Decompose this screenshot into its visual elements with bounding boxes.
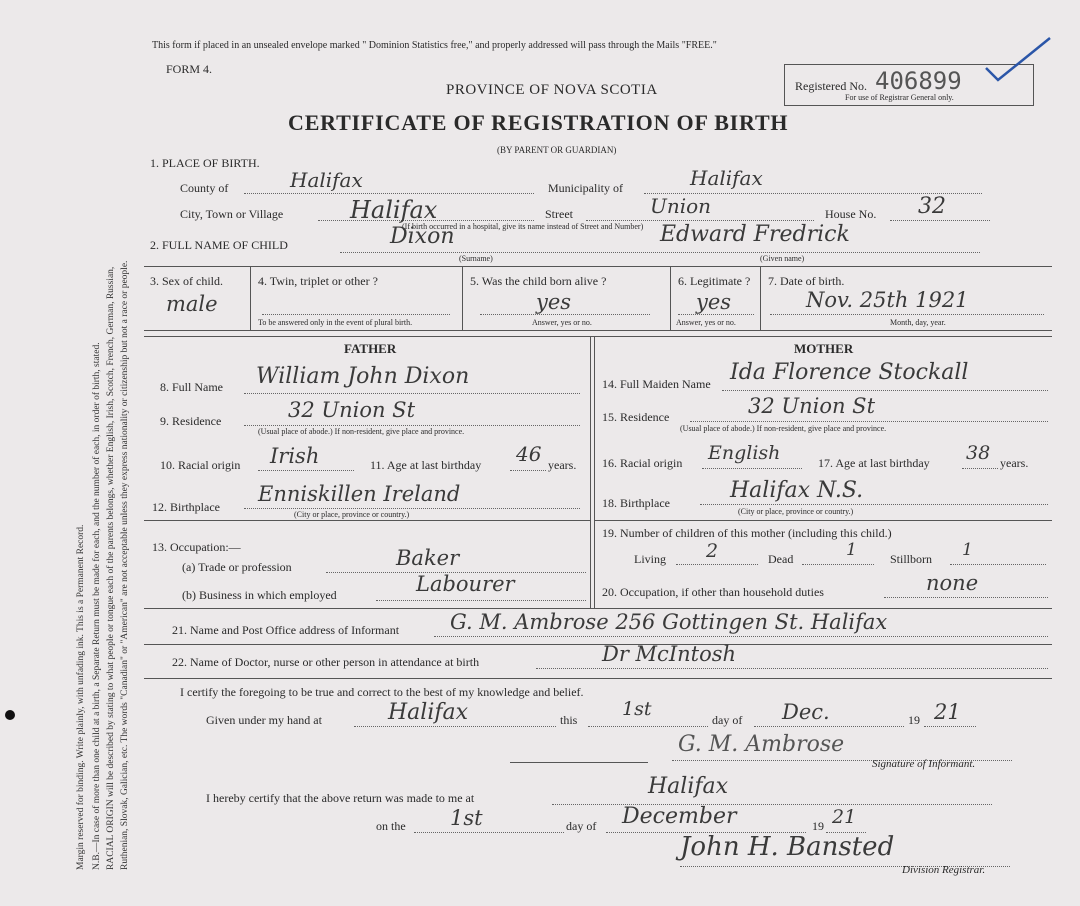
- dob-value: Nov. 25th 1921: [806, 288, 969, 312]
- informant-bottom-rule: [144, 644, 1052, 645]
- registered-label: Registered No.: [795, 79, 867, 93]
- margin-note-racial-origin-2: Ruthenian, Slovak, Galician, etc. The words "Canadian" or "American" are not acceptable unless they express nationality or citizenship but not a race or people.: [120, 260, 130, 870]
- hospital-note: (If birth occurred in a hospital, give its name instead of Street and Number): [402, 222, 644, 231]
- registrar-year: 21: [832, 806, 857, 828]
- certificate-title: CERTIFICATE OF REGISTRATION OF BIRTH: [288, 110, 789, 135]
- mother-racial: English: [708, 442, 781, 464]
- dead-line: [802, 564, 874, 565]
- short-separator: [510, 762, 648, 763]
- doctor-label: 22. Name of Doctor, nurse or other person in attendance at birth: [172, 655, 480, 669]
- registered-number: 406899: [875, 67, 962, 95]
- trade-label: (a) Trade or profession: [182, 560, 292, 574]
- mother-racial-label: 16. Racial origin: [602, 456, 683, 470]
- mother-occupation-line: [884, 597, 1048, 598]
- doctor-bottom-rule: [144, 678, 1052, 679]
- informant-line: [434, 636, 1048, 637]
- margin-note-racial-origin: RACIAL ORIGIN will be described by stating to what people or tongue each of the parents belongs, whether English, Irish, Scotch, French, German, Russian,: [106, 266, 116, 870]
- alive-value: yes: [536, 290, 572, 314]
- father-residence-label: 9. Residence: [160, 414, 222, 428]
- municipality-value: Halifax: [690, 166, 763, 190]
- registrar-day: 1st: [450, 806, 483, 830]
- month-line: [754, 726, 904, 727]
- given-year: 21: [934, 700, 961, 724]
- father-name-label: 8. Full Name: [160, 380, 223, 394]
- parents-top-rule: [144, 336, 1052, 337]
- stillborn-line: [950, 564, 1046, 565]
- street-line: [586, 220, 814, 221]
- informant-label: 21. Name and Post Office address of Informant: [172, 623, 400, 637]
- margin-note-separate-return: N.B.—In case of more than one child at a birth, a Separate Return must be made for each, and the number of each, in order of birth, stated.: [92, 342, 102, 870]
- mother-name: Ida Florence Stockall: [730, 360, 969, 385]
- mother-racial-line: [702, 468, 802, 469]
- registrar-day-line: [414, 832, 564, 833]
- father-racial-label: 10. Racial origin: [160, 458, 241, 472]
- father-birthplace-line: [244, 508, 580, 509]
- dob-line: [770, 314, 1044, 315]
- county-line: [244, 193, 534, 194]
- house-value: 32: [918, 194, 946, 219]
- day-line: [588, 726, 708, 727]
- trade-value: Baker: [396, 546, 460, 570]
- father-racial: Irish: [270, 444, 320, 468]
- occupation-label: 13. Occupation:—: [152, 540, 241, 554]
- stillborn-label: Stillborn: [890, 552, 933, 566]
- child-name-label: 2. FULL NAME OF CHILD: [150, 238, 288, 252]
- father-city-note: (City or place, province or country.): [294, 510, 410, 519]
- business-label: (b) Business in which employed: [182, 588, 337, 602]
- street-label: Street: [545, 207, 573, 221]
- registrar-day-of-label: day of: [566, 819, 597, 833]
- street-value: Union: [650, 194, 712, 218]
- legitimate-label: 6. Legitimate ?: [678, 274, 751, 288]
- mail-note: This form if placed in an unsealed envelope marked " Dominion Statistics free," and properly addressed will pass through the Mails "FREE.": [152, 40, 717, 51]
- father-birthplace-label: 12. Birthplace: [152, 500, 220, 514]
- father-age-label: 11. Age at last birthday: [370, 458, 482, 472]
- informant-value: G. M. Ambrose 256 Gottingen St. Halifax: [450, 610, 888, 634]
- municipality-label: Municipality of: [548, 181, 623, 195]
- child-surname: Dixon: [390, 224, 455, 249]
- county-label: County of: [180, 181, 229, 195]
- mother-age-label: 17. Age at last birthday: [818, 456, 930, 470]
- child-given-name: Edward Fredrick: [660, 222, 850, 247]
- house-label: House No.: [825, 207, 877, 221]
- row3-divider-2: [462, 266, 463, 330]
- sex-label: 3. Sex of child.: [150, 274, 223, 288]
- city-label: City, Town or Village: [180, 207, 284, 221]
- mother-abode-note: (Usual place of abode.) If non-resident, give place and province.: [680, 424, 887, 433]
- business-line: [376, 600, 586, 601]
- business-value: Labourer: [416, 572, 515, 596]
- alive-label: 5. Was the child born alive ?: [470, 274, 607, 288]
- mother-name-line: [722, 390, 1048, 391]
- twin-note: To be answered only in the event of plural birth.: [258, 318, 413, 327]
- father-age-line: [510, 470, 546, 471]
- dob-label: 7. Date of birth.: [768, 274, 845, 288]
- row3-divider-1: [250, 266, 251, 330]
- place-of-birth-heading: 1. PLACE OF BIRTH.: [150, 156, 260, 170]
- given-place-line: [354, 726, 556, 727]
- on-the-label: on the: [376, 819, 406, 833]
- twin-label: 4. Twin, triplet or other ?: [258, 274, 378, 288]
- parents-divider-2: [594, 336, 595, 520]
- father-name: William John Dixon: [256, 364, 470, 389]
- day-of-label: day of: [712, 713, 743, 727]
- father-age: 46: [516, 442, 542, 466]
- children-count-label: 19. Number of children of this mother (including this child.): [602, 526, 892, 540]
- mother-residence-line: [690, 421, 1048, 422]
- given-under-label: Given under my hand at: [206, 713, 322, 727]
- city-value: Halifax: [350, 196, 438, 224]
- registrar-signature: John H. Bansted: [680, 832, 895, 862]
- doctor-line: [536, 668, 1048, 669]
- surname-caption: (Surname): [459, 254, 493, 263]
- registrar-use-note: For use of Registrar General only.: [845, 93, 954, 102]
- mother-years: years.: [1000, 456, 1029, 470]
- legitimate-line: [678, 314, 754, 315]
- house-line: [890, 220, 990, 221]
- parents-divider: [590, 336, 591, 520]
- registrar-year-prefix: 19: [812, 819, 824, 833]
- mother-age: 38: [966, 442, 991, 464]
- registrar-place-line: [552, 804, 992, 805]
- row3-bottom-rule: [144, 330, 1052, 331]
- father-name-line: [244, 393, 580, 394]
- dob-caption: Month, day, year.: [890, 318, 946, 327]
- father-years: years.: [548, 458, 577, 472]
- binding-hole: [5, 710, 15, 720]
- stillborn-value: 1: [962, 540, 973, 560]
- division-registrar-caption: Division Registrar.: [902, 864, 986, 876]
- doctor-value: Dr McIntosh: [602, 642, 737, 666]
- year-line: [924, 726, 976, 727]
- father-birthplace: Enniskillen Ireland: [258, 482, 461, 506]
- mother-birthplace: Halifax N.S.: [730, 478, 864, 503]
- certificate-subtitle: (BY PARENT OR GUARDIAN): [497, 145, 617, 155]
- row3-top-rule: [144, 266, 1052, 267]
- father-heading: FATHER: [344, 341, 397, 356]
- father-residence-line: [244, 425, 580, 426]
- mother-birthplace-label: 18. Birthplace: [602, 496, 670, 510]
- mother-occupation: none: [926, 571, 979, 595]
- registrar-statement: I hereby certify that the above return was made to me at: [206, 791, 475, 805]
- alive-line: [480, 314, 650, 315]
- father-residence: 32 Union St: [288, 398, 416, 422]
- father-racial-line: [258, 470, 354, 471]
- lower-divider-2: [594, 520, 595, 608]
- mother-city-note: (City or place, province or country.): [738, 507, 854, 516]
- lower-divider: [590, 520, 591, 608]
- county-value: Halifax: [290, 168, 363, 192]
- mother-name-label: 14. Full Maiden Name: [602, 377, 711, 391]
- given-caption: (Given name): [760, 254, 805, 263]
- living-line: [676, 564, 758, 565]
- year-prefix: 19: [908, 713, 920, 727]
- legitimate-value: yes: [696, 290, 732, 314]
- child-name-line: [340, 252, 980, 253]
- informant-signature: G. M. Ambrose: [678, 732, 845, 757]
- mother-residence-label: 15. Residence: [602, 410, 670, 424]
- row3-divider-4: [760, 266, 761, 330]
- informant-signature-caption: Signature of Informant.: [872, 758, 976, 770]
- this-label: this: [560, 713, 578, 727]
- province-heading: PROVINCE OF NOVA SCOTIA: [446, 82, 658, 98]
- mother-birthplace-line: [700, 504, 1048, 505]
- row3-divider-3: [670, 266, 671, 330]
- registrar-month: December: [622, 804, 737, 829]
- twin-line: [262, 314, 450, 315]
- given-place: Halifax: [388, 700, 469, 725]
- parents-mid-rule-left: [144, 520, 590, 521]
- parents-mid-rule-right: [594, 520, 1052, 521]
- mother-residence: 32 Union St: [748, 394, 876, 418]
- certify-statement: I certify the foregoing to be true and correct to the best of my knowledge and belief.: [180, 685, 584, 699]
- mother-occupation-label: 20. Occupation, if other than household duties: [602, 585, 824, 599]
- mother-age-line: [962, 468, 998, 469]
- margin-note-binding: Margin reserved for binding. Write plainly, with unfading ink. This is a Permanent Record.: [76, 524, 86, 870]
- registrar-place: Halifax: [648, 774, 729, 799]
- dead-value: 1: [846, 540, 857, 560]
- checkmark-icon: [984, 36, 1054, 86]
- living-value: 2: [706, 540, 719, 562]
- legitimate-caption: Answer, yes or no.: [676, 318, 736, 327]
- sex-value: male: [166, 292, 218, 316]
- form-number: FORM 4.: [166, 62, 213, 76]
- mother-heading: MOTHER: [794, 341, 854, 356]
- father-abode-note: (Usual place of abode.) If non-resident, give place and province.: [258, 427, 465, 436]
- given-day: 1st: [622, 698, 652, 720]
- informant-top-rule: [144, 608, 1052, 609]
- dead-label: Dead: [768, 552, 794, 566]
- alive-caption: Answer, yes or no.: [532, 318, 592, 327]
- living-label: Living: [634, 552, 666, 566]
- given-month: Dec.: [782, 700, 830, 724]
